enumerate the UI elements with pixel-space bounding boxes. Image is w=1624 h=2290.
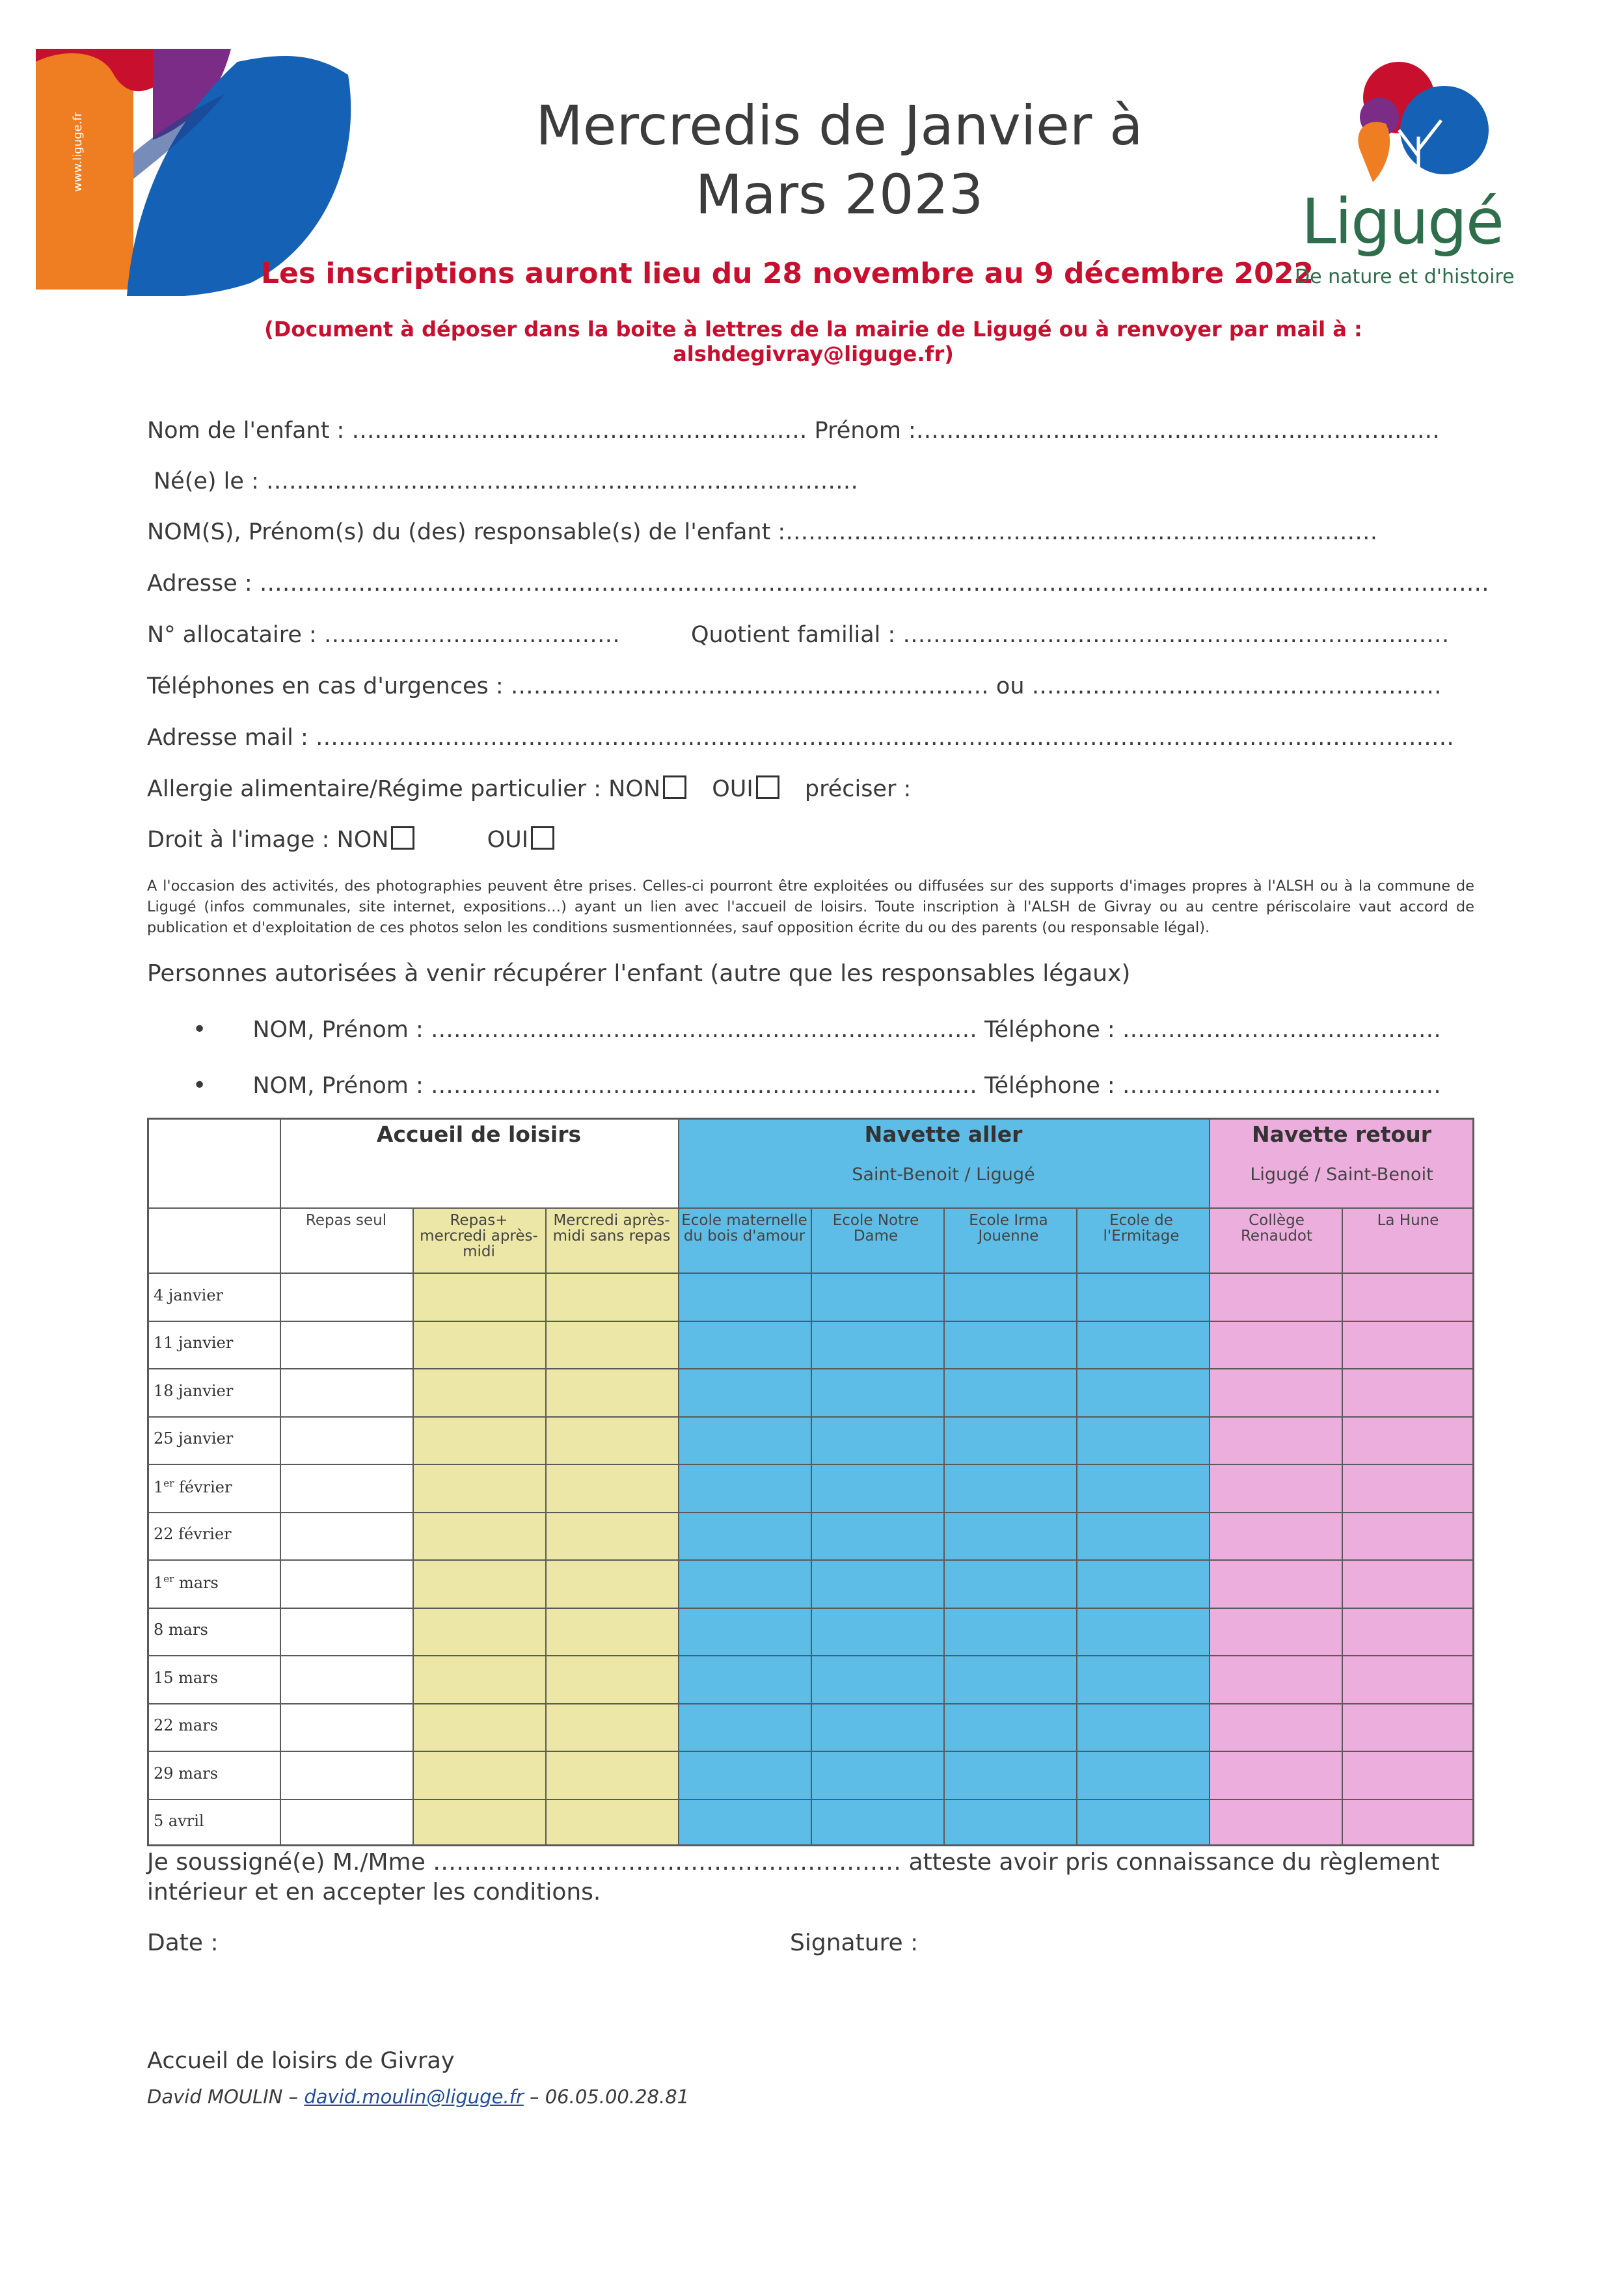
row-date-label: 1er mars [154,1572,219,1592]
image-rights-oui-label: OUI [487,827,529,853]
footer-organization: Accueil de loisirs de Givray [147,2048,455,2074]
table-cell[interactable] [1211,1561,1340,1606]
table-cell[interactable] [813,1610,941,1654]
table-cell[interactable] [1211,1514,1340,1558]
attestation-line-1[interactable]: Je soussigné(e) M./Mme …………………………………………………… atteste avoir pris connaissance du règlement [147,1849,1440,1876]
table-cell[interactable] [547,1323,676,1367]
group-header-navette-aller: Navette aller [864,1122,1023,1147]
table-cell[interactable] [1078,1610,1207,1654]
row-date-label: 22 mars [154,1716,219,1735]
table-cell[interactable] [1078,1801,1207,1845]
table-cell[interactable] [282,1801,411,1845]
table-cell[interactable] [414,1370,543,1414]
table-cell[interactable] [1078,1370,1207,1414]
table-cell[interactable] [547,1514,676,1558]
page-title [416,91,1262,229]
table-cell[interactable] [813,1561,941,1606]
table-cell[interactable] [1078,1514,1207,1558]
allergy-precise-label: préciser : [804,776,912,802]
col-ecole-irma-jouenne: Ecole Irma Jouenne [969,1212,1048,1245]
table-cell[interactable] [813,1466,941,1510]
phones-line[interactable]: Téléphones en cas d'urgences : ……………………………………………………… ou ……………………………………………… [147,673,1442,699]
contact-email-link[interactable]: david.moulin@liguge.fr [304,2086,524,2108]
table-cell[interactable] [1211,1418,1340,1462]
table-cell[interactable] [282,1323,411,1367]
row-date-label: 5 avril [154,1812,204,1831]
table-hline [147,1368,1474,1369]
liguge-logo [1295,59,1529,306]
table-cell[interactable] [547,1801,676,1845]
table-cell[interactable] [414,1561,543,1606]
table-cell[interactable] [547,1274,676,1319]
table-cell[interactable] [282,1370,411,1414]
date-label[interactable]: Date : [147,1930,219,1956]
table-hline [147,1273,280,1274]
guardians-line[interactable]: NOM(S), Prénom(s) du (des) responsable(s) de l'enfant :…………………………………………………………………… [147,519,1378,545]
table-cell[interactable] [1344,1561,1472,1606]
table-hline [147,1799,1474,1800]
table-cell[interactable] [1211,1705,1340,1749]
table-cell[interactable] [414,1418,543,1462]
table-cell[interactable] [414,1610,543,1654]
table-vline [1209,1118,1210,1846]
table-cell[interactable] [282,1705,411,1749]
row-date-label: 8 mars [154,1621,208,1639]
table-cell[interactable] [680,1705,809,1749]
row-date-label: 4 janvier [154,1286,224,1304]
table-cell[interactable] [680,1418,809,1462]
table-cell[interactable] [945,1610,1074,1654]
authorized-person-1[interactable] [193,1016,1441,1043]
allergy-row [147,775,911,802]
banner-url: www.liguge.fr [71,111,85,192]
table-hline [280,1273,1474,1274]
table-cell[interactable] [1344,1801,1472,1845]
table-cell[interactable] [1078,1274,1207,1319]
contact-phone: – 06.05.00.28.81 [523,2086,690,2108]
address-line[interactable]: Adresse : ……………………………………………………………………………………………………………………………………………… [147,571,1489,597]
table-cell[interactable] [547,1705,676,1749]
bullet-icon: • [193,1072,207,1099]
tree-logo-icon [1334,59,1490,195]
group-subheader-navette-aller: Saint-Benoit / Ligugé [852,1165,1035,1185]
table-cell[interactable] [813,1274,941,1319]
table-border [147,1118,149,1846]
table-cell[interactable] [1344,1370,1472,1414]
table-cell[interactable] [547,1657,676,1701]
table-cell[interactable] [1211,1801,1340,1845]
table-cell[interactable] [282,1418,411,1462]
table-cell[interactable] [813,1418,941,1462]
authorized-persons-title: Personnes autorisées à venir récupérer l'enfant (autre que les responsables légaux) [147,960,1131,987]
table-cell[interactable] [680,1466,809,1510]
table-cell[interactable] [680,1323,809,1367]
col-repas-seul: Repas seul [305,1212,387,1229]
table-cell[interactable] [813,1801,941,1845]
table-cell[interactable] [945,1801,1074,1845]
row-date-label: 29 mars [154,1764,219,1783]
image-rights-label: Droit à l'image : NON [147,827,389,853]
table-border [147,1118,1474,1120]
table-cell[interactable] [1078,1753,1207,1797]
table-cell[interactable] [813,1370,941,1414]
allergy-oui-label: OUI [712,776,753,802]
table-cell[interactable] [1211,1370,1340,1414]
table-cell[interactable] [547,1561,676,1606]
table-cell[interactable] [282,1610,411,1654]
table-hline [147,1416,1474,1418]
table-cell[interactable] [547,1466,676,1510]
table-cell[interactable] [1078,1466,1207,1510]
table-cell[interactable] [813,1514,941,1558]
table-cell[interactable] [414,1323,543,1367]
table-vline [678,1118,679,1846]
table-cell[interactable] [945,1657,1074,1701]
row-date-label: 11 janvier [154,1334,234,1353]
authorized-person-2-text: NOM, Prénom : ……………………………………………………………… Téléphone : …………………………………… [252,1073,1441,1099]
col-apres-midi-sans-repas: Mercredi après-midi sans repas [552,1212,671,1245]
contact-name: David MOULIN – [147,2086,304,2108]
table-cell[interactable] [1078,1323,1207,1367]
table-cell[interactable] [414,1753,543,1797]
table-cell[interactable] [414,1705,543,1749]
attestation-line-2: intérieur et en accepter les conditions. [147,1879,601,1906]
col-ecole-bois-amour: Ecole maternelle du bois d'amour [681,1212,807,1245]
submission-note: (Document à déposer dans la boite à lettres de la mairie de Ligugé ou à renvoyer par mail à : alshdegivray@liguge.fr) [264,317,1362,366]
table-cell[interactable] [1344,1753,1472,1797]
title-line-1: Mercredis de Janvier à [535,94,1143,157]
table-cell[interactable] [813,1753,941,1797]
logo-tagline: De nature et d'histoire [1295,265,1515,288]
table-cell[interactable] [414,1657,543,1701]
table-cell[interactable] [282,1561,411,1606]
table-cell[interactable] [1344,1466,1472,1510]
table-cell[interactable] [813,1705,941,1749]
table-cell[interactable] [547,1610,676,1654]
registration-dates: Les inscriptions auront lieu du 28 novembre au 9 décembre 2022 [261,257,1314,290]
table-cell[interactable] [1211,1610,1340,1654]
table-hline [147,1655,1474,1656]
table-cell[interactable] [945,1705,1074,1749]
table-hline [147,1321,1474,1322]
table-hline [147,1751,1474,1752]
allocataire-line[interactable]: N° allocataire : ………………………………… [147,622,620,648]
table-cell[interactable] [414,1466,543,1510]
group-header-navette-retour: Navette retour [1251,1122,1432,1147]
image-rights-legal-text: A l'occasion des activités, des photographies peuvent être prises. Celles-ci pourront être exploitées ou diffusées sur des supports d'images propres à l'ALSH ou à la commune de Ligugé (infos communales, site internet, expositions…) ayant un lien avec l'accueil de loisirs. Toute inscription à l'ALSH de Givray ou au centre périscolaire vaut accord de publication et d'exploitation de ces photos selon les conditions susmentionnées, sauf opposition écrite du ou des parents (ou responsable légal). [147,878,1474,936]
bullet-icon: • [193,1016,207,1043]
table-hline [147,1464,1474,1465]
table-cell[interactable] [680,1561,809,1606]
table-cell[interactable] [945,1466,1074,1510]
table-cell[interactable] [680,1610,809,1654]
table-vline [280,1118,281,1846]
quotient-line[interactable]: Quotient familial : ……………………………………………………………… [691,622,1450,648]
table-cell[interactable] [945,1323,1074,1367]
table-cell[interactable] [282,1466,411,1510]
table-hline [147,1559,1474,1561]
footer-contact [147,2086,689,2108]
table-cell[interactable] [1344,1610,1472,1654]
table-cell[interactable] [813,1657,941,1701]
group-header-accueil: Accueil de loisirs [376,1122,582,1147]
title-line-2: Mars 2023 [695,163,984,226]
table-cell[interactable] [282,1514,411,1558]
table-cell[interactable] [813,1323,941,1367]
table-hline [147,1608,1474,1609]
email-line[interactable]: Adresse mail : …………………………………………………………………………………………………………………………………… [147,725,1454,751]
table-cell[interactable] [414,1274,543,1319]
table-cell[interactable] [945,1370,1074,1414]
row-date-label: 1er février [154,1477,232,1496]
table-border [1472,1118,1474,1846]
table-cell[interactable] [1344,1705,1472,1749]
table-cell[interactable] [282,1753,411,1797]
table-hline [147,1703,1474,1704]
table-cell[interactable] [547,1418,676,1462]
table-cell[interactable] [680,1274,809,1319]
col-repas-apres-midi: Repas+ mercredi après-midi [420,1212,538,1260]
table-cell[interactable] [282,1274,411,1319]
table-cell[interactable] [1211,1753,1340,1797]
allergy-non-checkbox[interactable] [663,775,686,799]
allergy-oui-checkbox[interactable] [756,775,779,799]
table-cell[interactable] [414,1514,543,1558]
table-cell[interactable] [547,1370,676,1414]
table-cell[interactable] [1211,1323,1340,1367]
child-name-line[interactable]: Nom de l'enfant : …………………………………………………… Prénom :…………………………………………………………… [147,418,1440,444]
logo-name: Ligugé [1301,185,1503,258]
table-cell[interactable] [945,1753,1074,1797]
table-cell[interactable] [945,1418,1074,1462]
table-cell[interactable] [680,1514,809,1558]
table-cell[interactable] [1344,1323,1472,1367]
table-cell[interactable] [945,1274,1074,1319]
col-la-hune: La Hune [1377,1212,1439,1229]
table-cell[interactable] [1078,1705,1207,1749]
table-cell[interactable] [414,1801,543,1845]
table-cell[interactable] [1211,1274,1340,1319]
image-rights-non-checkbox[interactable] [391,826,414,850]
table-cell[interactable] [1344,1274,1472,1319]
table-cell[interactable] [680,1370,809,1414]
birth-date-line[interactable]: Né(e) le : …………………………………………………………………… [154,468,858,494]
col-college-renaudot: Collège Renaudot [1240,1212,1313,1245]
col-ecole-notre-dame: Ecole Notre Dame [832,1212,919,1245]
image-rights-oui-checkbox[interactable] [531,826,554,850]
row-date-label: 25 janvier [154,1429,234,1448]
row-date-label: 15 mars [154,1668,219,1687]
authorized-person-2[interactable] [193,1072,1441,1099]
table-cell[interactable] [1211,1657,1340,1701]
col-ecole-ermitage: Ecole de l'Ermitage [1103,1212,1180,1245]
signature-label[interactable]: Signature : [790,1930,919,1956]
table-cell[interactable] [282,1657,411,1701]
table-cell[interactable] [1078,1657,1207,1701]
table-cell[interactable] [1211,1466,1340,1510]
authorized-person-1-text: NOM, Prénom : ……………………………………………………………… Téléphone : …………………………………… [252,1017,1441,1043]
registration-table [147,1118,1474,1846]
table-cell[interactable] [547,1753,676,1797]
table-cell[interactable] [680,1801,809,1845]
table-cell[interactable] [680,1657,809,1701]
table-cell[interactable] [945,1514,1074,1558]
group-subheader-navette-retour: Ligugé / Saint-Benoit [1250,1165,1433,1185]
table-cell[interactable] [1344,1657,1472,1701]
row-date-label: 18 janvier [154,1381,234,1400]
image-rights-row [147,826,554,853]
table-cell[interactable] [680,1753,809,1797]
table-cell[interactable] [945,1561,1074,1606]
table-cell[interactable] [1344,1418,1472,1462]
allergy-label: Allergie alimentaire/Régime particulier : NON [147,776,661,802]
table-hline [147,1512,1474,1513]
table-cell[interactable] [1078,1561,1207,1606]
table-cell[interactable] [1078,1418,1207,1462]
table-cell[interactable] [1344,1514,1472,1558]
row-date-label: 22 février [154,1525,232,1544]
